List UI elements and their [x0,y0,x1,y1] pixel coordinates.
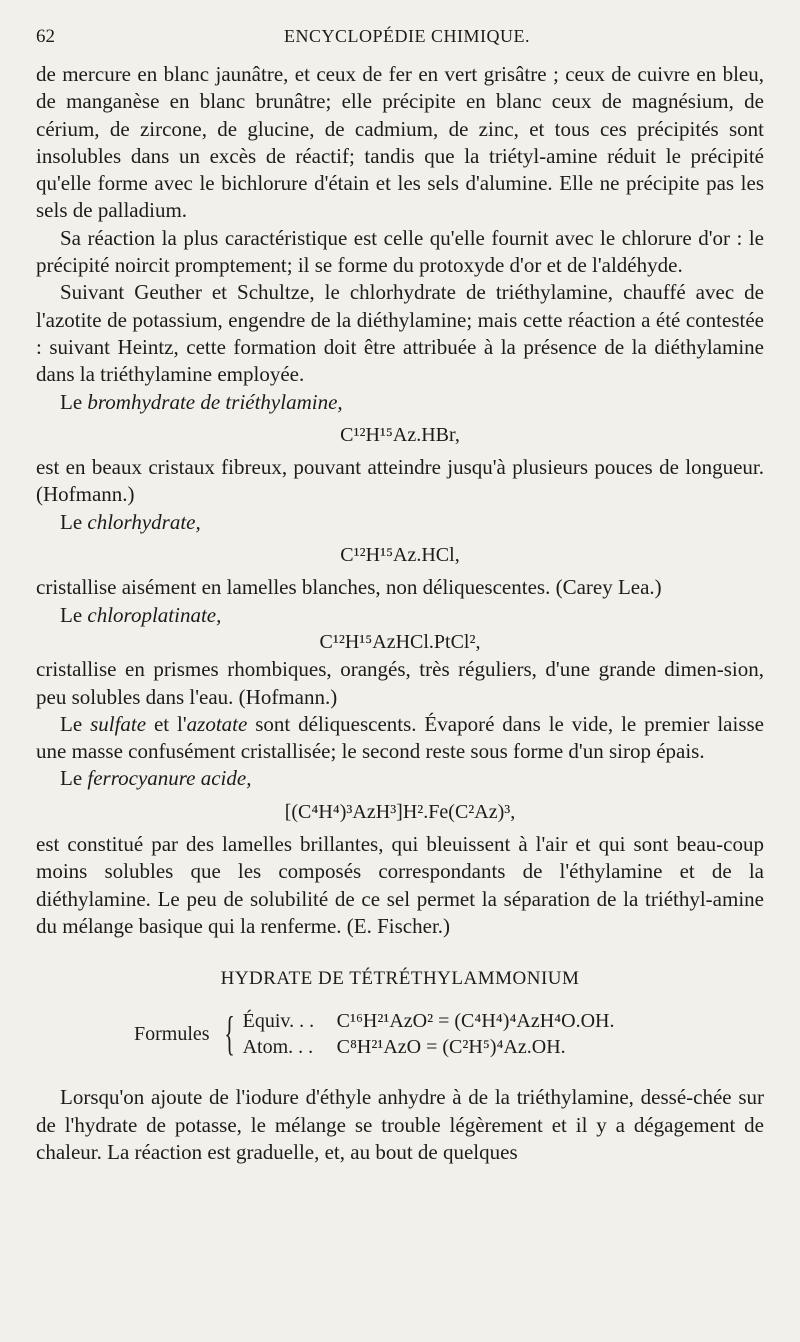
paragraph-bromhydrate-intro: Le bromhydrate de triéthylamine, [60,389,343,414]
term-bromhydrate: bromhydrate de triéthylamine, [87,389,343,414]
formula-key: Atom. . . [242,1035,314,1058]
paragraph-chloroplatinate-desc: cristallise en prismes rhombiques, orangés, très réguliers, d'une grande dimen-sion, peu solubles dans l'eau. (Hofmann.) [36,657,764,709]
formula-rows [243,1008,615,1060]
paragraph-bromhydrate-desc: est en beaux cristaux fibreux, pouvant atteindre jusqu'à plusieurs pouces de longueur. (Hofmann.) [36,455,764,507]
term-azotate: azotate [186,711,248,736]
paragraph-ferrocyanure-intro: Le ferrocyanure acide, [60,766,252,791]
body-text [36,61,764,1166]
paragraph-precipitates: de mercure en blanc jaunâtre, et ceux de fer en vert grisâtre ; ceux de cuivre en bleu, de manganèse en blanc brunâtre; elle précipite en blanc ceux de magnésium, de cérium, de zircone, de glucine, de cadmium, de zinc, et tous ces précipités sont insolubles dans un excès de réactif; tandis que la triétyl-amine réduit le précipité qu'elle forme avec le bichlorure d'étain et les sels d'alumine. Elle ne précipite pas les sels de palladium. [36,62,764,223]
formula-value: C⁸H²¹AzO = (C²H⁵)⁴Az.OH. [336,1035,566,1058]
term-sulfate: sulfate [90,711,147,736]
paragraph-ferrocyanure-desc: est constitué par des lamelles brillantes, qui bleuissent à l'air et qui sont beau-coup moins solubles que les composés correspondants de l'éthylamine et de la diéthylamine. Le peu de solubilité de ce sel permet la séparation de la triéthyl-amine du mélange basique qui la renferme. (E. Fischer.) [36,832,764,938]
running-title: ENCYCLOPÉDIE CHIMIQUE. [284,26,530,46]
formula-row-atom [243,1034,615,1060]
section-title: HYDRATE DE TÉTRÉTHYLAMMONIUM [220,968,580,990]
term-chlorhydrate: chlorhydrate, [87,509,201,534]
paragraph-chloroplatinate-intro: Le chloroplatinate, [60,602,222,627]
page-header [36,26,766,54]
page-number: 62 [36,26,55,47]
formula-key: Équiv. . . [242,1009,315,1032]
term-chloroplatinate: chloroplatinate, [87,602,222,627]
formules-label: Formules [134,1022,210,1045]
formula-row-equiv [243,1008,615,1034]
paragraph-gold-chloride: Sa réaction la plus caractéristique est celle qu'elle fournit avec le chlorure d'or : le précipité noircit promptement; il se forme du protoxyde d'or et de l'aldéhyde. [36,225,764,278]
formula-bromhydrate: C¹²H¹⁵Az.HBr, [340,423,460,446]
paragraph-iodure: Lorsqu'on ajoute de l'iodure d'éthyle anhydre à de la triéthylamine, dessé-chée sur de l'hydrate de potasse, le mélange se trouble légèrement et il y a dégagement de chaleur. La réaction est graduelle, et, au bout de quelques [36,1085,764,1164]
brace-icon: { [223,1007,235,1061]
formula-value: C¹⁶H²¹AzO² = (C⁴H⁴)⁴AzH⁴O.OH. [336,1009,615,1032]
term-ferrocyanure: ferrocyanure acide, [87,766,252,791]
formula-chlorhydrate: C¹²H¹⁵Az.HCl, [340,544,460,567]
formula-chloroplatinate: C¹²H¹⁵AzHCl.PtCl², [319,630,481,653]
paragraph-chlorhydrate-intro: Le chlorhydrate, [60,509,201,534]
paragraph-sulfate-azotate: Le sulfate et l'azotate sont déliquescents. Évaporé dans le vide, le premier laisse une masse confusément cristallisée; le second reste sous forme d'un sirop épais. [36,711,764,764]
paragraph-chlorhydrate-desc: cristallise aisément en lamelles blanches, non déliquescentes. (Carey Lea.) [36,575,662,600]
paragraph-geuther-schultze: Suivant Geuther et Schultze, le chlorhydrate de triéthylamine, chauffé avec de l'azotite de potassium, engendre de la diéthylamine; mais cette réaction a été contestée : suivant Heintz, cette formation doit être attribuée à la présence de la diéthylamine dans la triéthylamine employée. [36,280,764,387]
formula-ferrocyanure: [(C⁴H⁴)³AzH³]H².Fe(C²Az)³, [284,800,516,823]
formulas-block [134,1008,764,1060]
